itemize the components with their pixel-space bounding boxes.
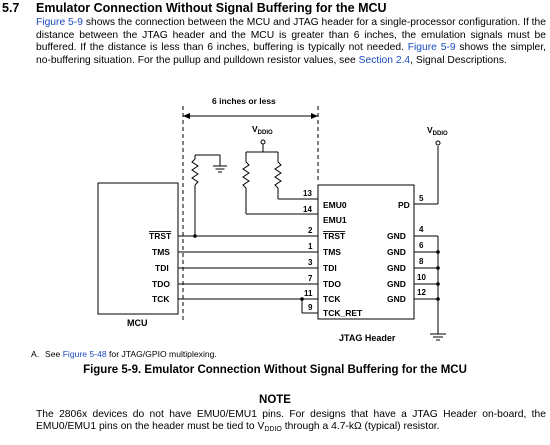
pin-number: 1 (308, 242, 313, 251)
header-pin-label: GND (387, 247, 406, 257)
footnote-text: for JTAG/GPIO multiplexing. (106, 349, 217, 359)
section-number: 5.7 (2, 1, 20, 15)
header-pin-label: TRST (323, 231, 346, 241)
pin-number: 3 (308, 258, 313, 267)
vddio-terminal (261, 140, 265, 144)
note-title: NOTE (259, 394, 291, 406)
vddio-label: $V_{DDIO}$ (252, 124, 273, 136)
mcu-label: MCU (127, 318, 148, 328)
note-subscript: DDIO (264, 426, 282, 434)
pin-number: 9 (308, 303, 313, 312)
header-pin-label: PD (398, 200, 410, 210)
header-pin-label: TDO (323, 279, 341, 289)
pin-number: 4 (419, 225, 424, 234)
mcu-pin-label: TMS (152, 247, 170, 257)
pin-number: 2 (308, 226, 313, 235)
footnote-marker: A. (31, 349, 40, 359)
paragraph-text: shows the connection between the MCU and JTAG header for a single-processor configuration. If the distance between the JTAG header and the MCU is greater than 6 inches, the emulation signals must be buffered. If the distance is less than 6 inches, buffering is typically not needed. (36, 17, 546, 54)
header-pin-label: TDI (323, 263, 337, 273)
paragraph-text: shows the simpler, no-buffering situation. For the pullup and pulldown resistor values, see (36, 42, 546, 66)
pin-number: 10 (417, 273, 426, 282)
note-body (36, 409, 546, 436)
header-label: JTAG Header (339, 333, 396, 343)
header-pin-label: TMS (323, 247, 341, 257)
header-pin-label: GND (387, 263, 406, 273)
figure-caption: Figure 5-9. Emulator Connection Without Signal Buffering for the MCU (83, 364, 467, 376)
vddio-pd-label: $V_{DDIO}$ (427, 125, 448, 137)
footnote (31, 349, 217, 359)
pin-number: 6 (419, 241, 424, 250)
header-pin-label: TCK (323, 294, 341, 304)
header-pin-label: EMU0 (323, 200, 347, 210)
header-pin-label: GND (387, 279, 406, 289)
figure-link[interactable]: Figure 5-48 (62, 349, 107, 359)
pin-number: 12 (417, 288, 426, 297)
trst-pulldown-resistor (192, 159, 198, 185)
footnote-text: See (45, 349, 63, 359)
figure-link[interactable]: Figure 5-9 (407, 42, 456, 54)
figure-link[interactable]: Figure 5-9 (36, 17, 83, 28)
mcu-pin-label: TDO (152, 279, 170, 289)
pin-number: 13 (303, 189, 312, 198)
header-pin-label: GND (387, 231, 406, 241)
mcu-pin-label: TDI (155, 263, 169, 273)
distance-label: 6 inches or less (212, 96, 276, 106)
pin-number: 5 (419, 194, 424, 203)
section-link[interactable]: Section 2.4 (358, 54, 411, 66)
header-pin-label: EMU1 (323, 215, 347, 225)
vddio-pd-terminal (436, 141, 440, 145)
arrow-head-right (311, 113, 318, 119)
note-text: The 2806x devices do not have EMU0/EMU1 pins. For designs that have a JTAG Header on-board, the EMU0/EMU1 pins on the header must be tied to V (36, 409, 546, 433)
emu1-pullup-resistor (243, 162, 249, 188)
pin-number: 8 (419, 257, 424, 266)
mcu-pin-label: TRST (149, 231, 172, 241)
pin-number: 14 (303, 205, 312, 214)
arrow-head-left (183, 113, 190, 119)
paragraph-text: , Signal Descriptions. (410, 54, 507, 66)
header-pin-label: GND (387, 294, 406, 304)
mcu-pin-label: TCK (152, 294, 170, 304)
header-pin-label: TCK_RET (323, 308, 363, 318)
pin-number: 7 (308, 274, 313, 283)
emu0-pullup-resistor (275, 162, 281, 188)
pin-number: 11 (304, 289, 313, 298)
note-text: through a 4.7-kΩ (typical) resistor. (281, 421, 440, 433)
section-title: Emulator Connection Without Signal Buffering for the MCU (36, 1, 387, 15)
